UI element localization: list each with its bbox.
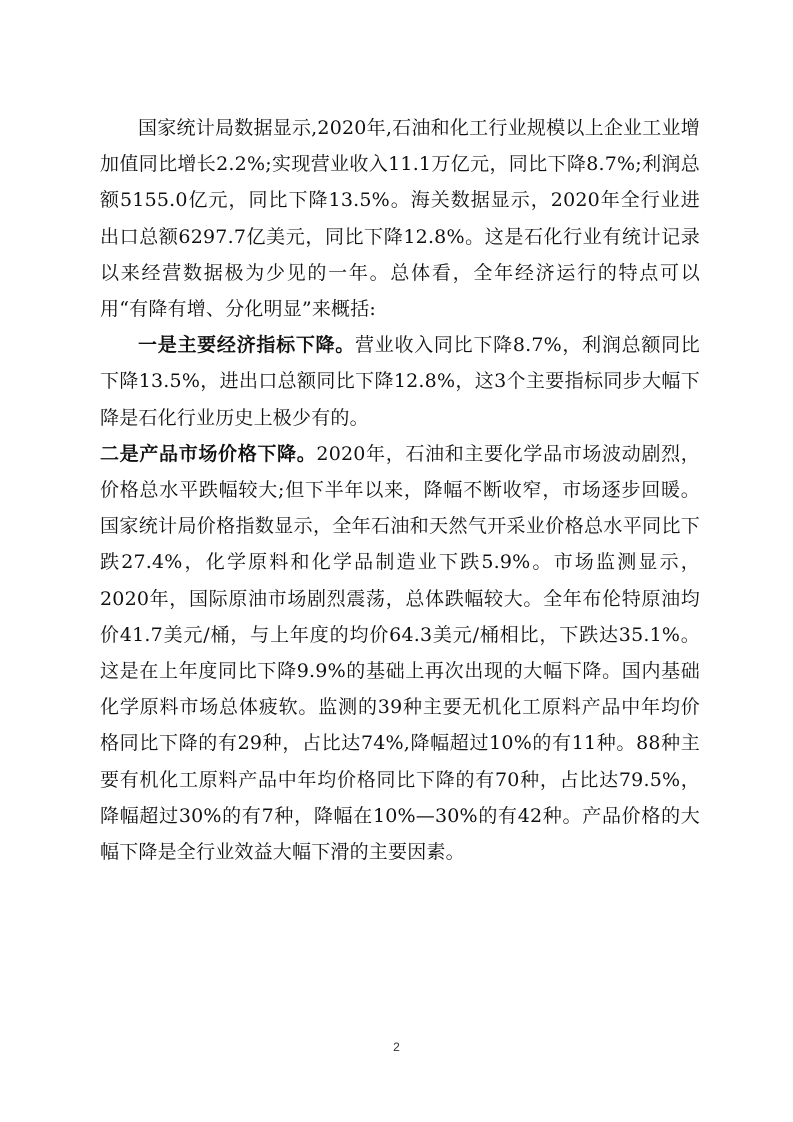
paragraph-1-text: 国家统计局数据显示,2020年,石油和化工行业规模以上企业工业增加值同比增长2.2%;实现营业收入11.1万亿元，同比下降8.7%;利润总额5155.0亿元，同比下降13.5%。海关数据显示，2020年全行业进出口总额6297.7亿美元，同比下降12.8%。这是石化行业有统计记录以来经营数据极为少见的一年。总体看，全年经济运行的特点可以用“有降有增、分化明显”来概括: (100, 117, 700, 321)
paragraph-2-text: 营业收入同比下降8.7%，利润总额同比下降13.5%，进出口总额同比下降12.8%，这3个主要指标同步大幅下降是石化行业历史上极少有的。 (100, 334, 701, 429)
paragraph-2-lead: 一是主要经济指标下降。 (138, 334, 356, 357)
paragraph-3-lead: 二是产品市场价格下降。 (100, 442, 317, 465)
paragraph-2 (100, 327, 700, 436)
body-text (100, 110, 700, 870)
page-number: 2 (393, 1040, 400, 1054)
paragraph-3-text: 2020年，石油和主要化学品市场波动剧烈，价格总水平跌幅较大;但下半年以来，降幅不断收窄，市场逐步回暖。国家统计局价格指数显示，全年石油和天然气开采业价格总水平同比下跌27.4%，化学原料和化学品制造业下跌5.9%。市场监测显示，2020年，国际原油市场剧烈震荡，总体跌幅较大。全年布伦特原油均价41.7美元/桶，与上年度的均价64.3美元/桶相比，下跌达35.1%。这是在上年度同比下降9.9%的基础上再次出现的大幅下降。国内基础化学原料市场总体疲软。监测的39种主要无机化工原料产品中年均价格同比下降的有29种，占比达74%,降幅超过10%的有11种。88种主要有机化工原料产品中年均价格同比下降的有70种，占比达79.5%，降幅超过30%的有7种，降幅在10%—30%的有42种。产品价格的大幅下降是全行业效益大幅下滑的主要因素。 (100, 442, 700, 864)
paragraph-3 (100, 436, 700, 870)
paragraph-1 (100, 110, 700, 327)
